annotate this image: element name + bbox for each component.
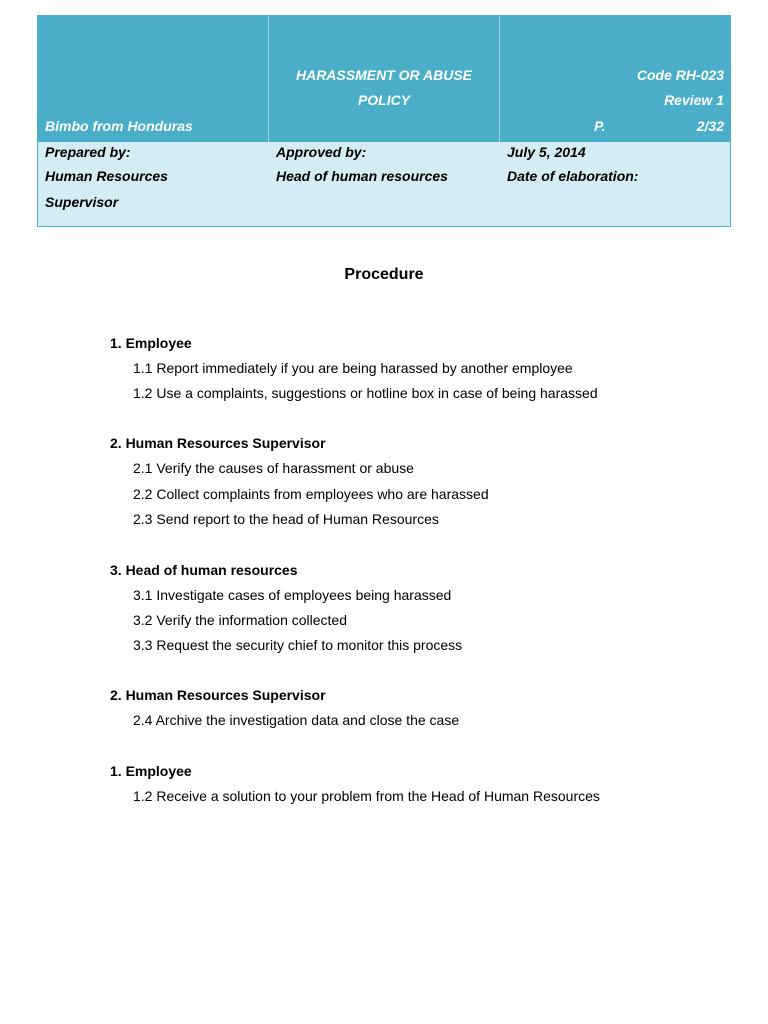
policy-title-line2: POLICY bbox=[357, 92, 411, 108]
elaboration-date: July 5, 2014 bbox=[507, 144, 586, 160]
prepared-by-line1: Human Resources bbox=[45, 168, 168, 184]
step-item: 2.3 Send report to the head of Human Resources bbox=[133, 511, 439, 527]
prepared-by-line2: Supervisor bbox=[45, 194, 119, 210]
document-header-table bbox=[37, 15, 731, 227]
section-heading-hr-supervisor: 2. Human Resources Supervisor bbox=[110, 435, 326, 451]
step-item: 2.2 Collect complaints from employees who are harassed bbox=[133, 486, 489, 502]
page-title: Procedure bbox=[344, 266, 424, 283]
step-item: 2.4 Archive the investigation data and close the case bbox=[133, 712, 460, 728]
document-code: Code RH-023 bbox=[636, 67, 724, 83]
section-heading-employee-2: 1. Employee bbox=[110, 763, 192, 779]
page-label: P. bbox=[594, 118, 606, 134]
section-heading-hr-supervisor-2: 2. Human Resources Supervisor bbox=[110, 687, 326, 703]
step-item: 3.2 Verify the information collected bbox=[133, 612, 348, 628]
approved-by-label: Approved by: bbox=[276, 144, 367, 160]
date-of-elaboration-label: Date of elaboration: bbox=[507, 168, 639, 184]
step-item: 3.1 Investigate cases of employees being harassed bbox=[133, 587, 452, 603]
prepared-by-label: Prepared by: bbox=[45, 144, 131, 160]
section-heading-head-of-hr: 3. Head of human resources bbox=[110, 562, 298, 578]
approved-by-value: Head of human resources bbox=[276, 168, 448, 184]
header-bottom-band bbox=[38, 142, 730, 226]
step-item: 2.1 Verify the causes of harassment or abuse bbox=[133, 460, 414, 476]
step-item: 1.2 Use a complaints, suggestions or hotline box in case of being harassed bbox=[133, 385, 598, 401]
review-number: Review 1 bbox=[664, 92, 724, 108]
step-item: 3.3 Request the security chief to monitor this process bbox=[133, 637, 463, 653]
step-item: 1.1 Report immediately if you are being harassed by another employee bbox=[133, 360, 573, 376]
section-heading-employee: 1. Employee bbox=[110, 335, 192, 351]
page-number: 2/32 bbox=[696, 118, 724, 134]
policy-title-line1: HARASSMENT OR ABUSE bbox=[295, 67, 473, 83]
company-name: Bimbo from Honduras bbox=[45, 118, 193, 134]
header-divider-2 bbox=[499, 16, 500, 142]
step-item: 1.2 Receive a solution to your problem from the Head of Human Resources bbox=[133, 788, 600, 804]
